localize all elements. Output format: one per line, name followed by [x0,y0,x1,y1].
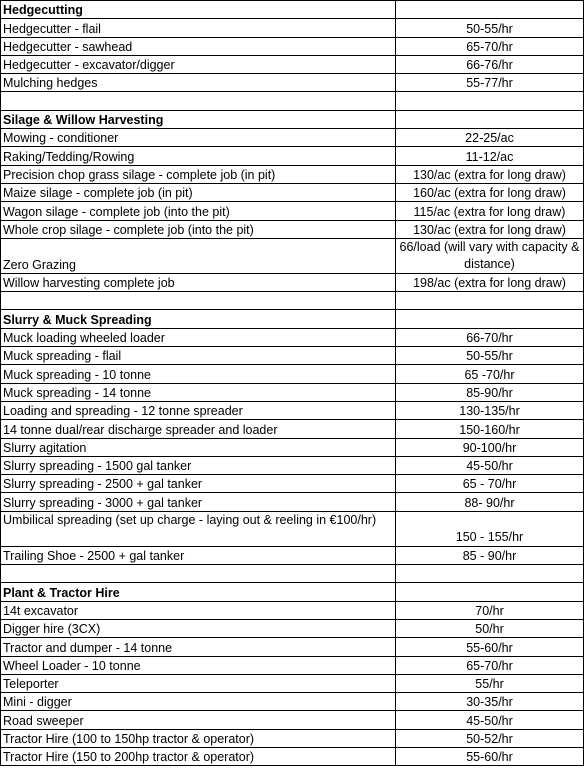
section-header-row [1,1,584,19]
rate-value: 11-12/ac [396,147,584,165]
section-title: Slurry & Muck Spreading [1,310,396,328]
rate-value: 45-50/hr [396,711,584,729]
service-name: Muck spreading - 14 tonne [1,383,396,401]
rate-value: 115/ac (extra for long draw) [396,202,584,220]
service-name: Raking/Tedding/Rowing [1,147,396,165]
table-row [1,19,584,37]
service-name: Mulching hedges [1,74,396,92]
rate-value: 55-60/hr [396,747,584,765]
section-header-row [1,110,584,128]
table-row [1,747,584,765]
section-header-row [1,310,584,328]
rate-value: 50-52/hr [396,729,584,747]
rate-value: 90-100/hr [396,438,584,456]
table-row [1,37,584,55]
rate-value: 65-70/hr [396,656,584,674]
service-name: 14 tonne dual/rear discharge spreader and loader [1,420,396,438]
rate-value: 150 - 155/hr [396,511,584,546]
service-name: Hedgecutter - sawhead [1,37,396,55]
section-header-row [1,583,584,601]
service-name: Hedgecutter - flail [1,19,396,37]
service-name [1,292,396,310]
table-row [1,619,584,637]
service-name [1,92,396,110]
rate-value: 198/ac (extra for long draw) [396,273,584,291]
rate-value: 70/hr [396,601,584,619]
table-row [1,328,584,346]
service-name: Loading and spreading - 12 tonne spreader [1,401,396,419]
table-row [1,546,584,564]
table-row [1,220,584,238]
service-name: Tractor and dumper - 14 tonne [1,638,396,656]
service-name: 14t excavator [1,601,396,619]
rate-value [396,565,584,583]
service-name: Slurry spreading - 2500 + gal tanker [1,475,396,493]
service-name: Whole crop silage - complete job (into the pit) [1,220,396,238]
section-title: Silage & Willow Harvesting [1,110,396,128]
rate-value [396,92,584,110]
spacer-row [1,292,584,310]
rate-value: 130/ac (extra for long draw) [396,165,584,183]
table-row [1,74,584,92]
rate-value: 130/ac (extra for long draw) [396,220,584,238]
rates-table-body [1,1,584,766]
service-name [1,565,396,583]
rate-value: 65 -70/hr [396,365,584,383]
rate-value: 55-60/hr [396,638,584,656]
table-row [1,147,584,165]
table-row [1,674,584,692]
rate-value: 65-70/hr [396,37,584,55]
rate-value: 65 - 70/hr [396,475,584,493]
table-row [1,383,584,401]
service-name: Willow harvesting complete job [1,273,396,291]
service-name: Teleporter [1,674,396,692]
service-name: Hedgecutter - excavator/digger [1,55,396,73]
table-row [1,183,584,201]
table-row [1,129,584,147]
table-row [1,238,584,273]
service-name: Slurry spreading - 1500 gal tanker [1,456,396,474]
rate-value: 130-135/hr [396,401,584,419]
spacer-row [1,92,584,110]
section-title: Hedgecutting [1,1,396,19]
table-row [1,656,584,674]
rate-value: 50-55/hr [396,347,584,365]
rate-value [396,292,584,310]
rate-value: 55-77/hr [396,74,584,92]
rate-value: 66-70/hr [396,328,584,346]
table-row [1,365,584,383]
rate-value: 85 - 90/hr [396,546,584,564]
service-name: Umbilical spreading (set up charge - laying out & reeling in €100/hr) [1,511,396,546]
service-name: Precision chop grass silage - complete job (in pit) [1,165,396,183]
table-row [1,711,584,729]
rate-value [396,110,584,128]
service-name: Road sweeper [1,711,396,729]
rate-value [396,1,584,19]
rate-value: 66-76/hr [396,55,584,73]
rate-value [396,310,584,328]
rate-value: 30-35/hr [396,693,584,711]
service-name: Digger hire (3CX) [1,619,396,637]
rate-value: 150-160/hr [396,420,584,438]
table-row [1,638,584,656]
service-name: Maize silage - complete job (in pit) [1,183,396,201]
rate-value [396,583,584,601]
table-row [1,165,584,183]
table-row [1,401,584,419]
rate-value: 45-50/hr [396,456,584,474]
rate-value: 85-90/hr [396,383,584,401]
service-name: Wagon silage - complete job (into the pit) [1,202,396,220]
table-row [1,693,584,711]
table-row [1,729,584,747]
table-row [1,55,584,73]
rate-value: 88- 90/hr [396,493,584,511]
rate-value: 22-25/ac [396,129,584,147]
rate-value: 55/hr [396,674,584,692]
rate-value: 50-55/hr [396,19,584,37]
spacer-row [1,565,584,583]
table-row [1,601,584,619]
service-name: Muck spreading - 10 tonne [1,365,396,383]
rate-value: 66/load (will vary with capacity & distance) [396,238,584,273]
service-name: Slurry spreading - 3000 + gal tanker [1,493,396,511]
section-title: Plant & Tractor Hire [1,583,396,601]
table-row [1,420,584,438]
service-name: Muck loading wheeled loader [1,328,396,346]
rate-value: 50/hr [396,619,584,637]
service-name: Wheel Loader - 10 tonne [1,656,396,674]
service-name: Tractor Hire (150 to 200hp tractor & operator) [1,747,396,765]
service-name: Mini - digger [1,693,396,711]
table-row [1,493,584,511]
table-row [1,456,584,474]
table-row [1,202,584,220]
service-name: Mowing - conditioner [1,129,396,147]
service-name: Muck spreading - flail [1,347,396,365]
service-name: Zero Grazing [1,238,396,273]
service-name: Tractor Hire (100 to 150hp tractor & operator) [1,729,396,747]
table-row [1,347,584,365]
service-name: Trailing Shoe - 2500 + gal tanker [1,546,396,564]
table-row [1,438,584,456]
rate-value: 160/ac (extra for long draw) [396,183,584,201]
table-row [1,273,584,291]
table-row [1,475,584,493]
table-row [1,511,584,546]
service-name: Slurry agitation [1,438,396,456]
